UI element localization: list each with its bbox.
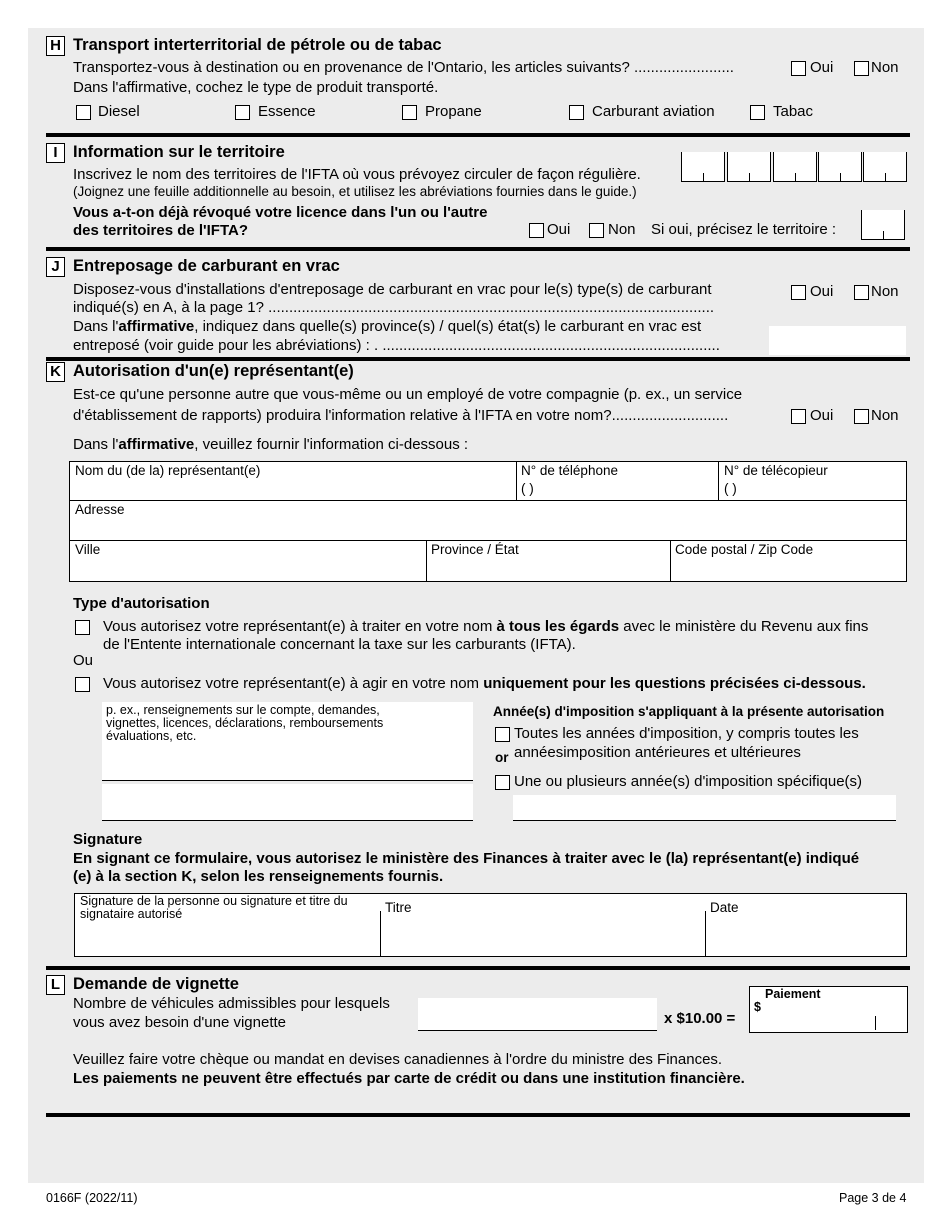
section-h-non-label: Non [871, 59, 899, 76]
fax-label: N° de télécopieur [724, 463, 828, 478]
specific-years-text: Une ou plusieurs année(s) d'imposition spécifique(s) [514, 773, 863, 790]
vehicles-question-1: Nombre de véhicules admissibles pour lesquels [73, 995, 390, 1012]
address-input[interactable] [71, 519, 905, 538]
section-h-oui-label: Oui [810, 59, 834, 76]
tax-years-title: Année(s) d'imposition s'appliquant à la présente autorisation [493, 704, 885, 719]
section-j-title: Entreposage de carburant en vrac [73, 257, 340, 275]
all-years-checkbox[interactable] [495, 727, 510, 742]
details-line [102, 780, 473, 781]
section-j-question-2: indiqué(s) en A, à la page 1? ........................................................................................................... [73, 299, 715, 316]
dollar-sign: $ [754, 1000, 761, 1014]
section-j-letter: J [46, 257, 65, 277]
rep-name-label: Nom du (de la) représentant(e) [75, 463, 261, 478]
section-k-non-checkbox[interactable] [854, 409, 869, 424]
section-i-line1: Inscrivez le nom des territoires de l'IFTA où vous prévoyez circuler de façon régulière. [73, 166, 641, 183]
section-i-oui-label: Oui [547, 221, 571, 238]
territory-box-2[interactable] [727, 152, 771, 182]
rep-name-input[interactable] [71, 480, 514, 498]
revoked-territory-box[interactable] [861, 210, 905, 240]
authorization-details-input-2[interactable] [102, 784, 473, 820]
cents-divider [875, 1016, 876, 1030]
territory-box-5[interactable] [863, 152, 907, 182]
table-line [718, 461, 719, 500]
signature-label: Signature de la personne ou signature et titre du signataire autorisé [80, 894, 348, 921]
section-divider [46, 1113, 910, 1117]
limited-authorization-text: Vous autorisez votre représentant(e) à agir en votre nom uniquement pour les questions précisées ci-dessous. [103, 675, 866, 692]
section-j-oui-label: Oui [810, 283, 834, 300]
authorization-type-label: Type d'autorisation [73, 595, 210, 612]
section-divider [46, 247, 910, 251]
section-i-title: Information sur le territoire [73, 143, 285, 161]
tabac-checkbox[interactable] [750, 105, 765, 120]
essence-label: Essence [258, 103, 316, 120]
province-label: Province / État [431, 542, 519, 557]
full-authorization-text: Vous autorisez votre représentant(e) à traiter en votre nom à tous les égards avec le ministère du Revenu aux fins [103, 618, 869, 635]
address-label: Adresse [75, 502, 125, 517]
section-divider [46, 966, 910, 970]
section-j-affirmative-1: Dans l'affirmative, indiquez dans quelle(s) province(s) / quel(s) état(s) le carburant en vrac est [73, 318, 702, 335]
section-i-letter: I [46, 143, 65, 163]
section-l-title: Demande de vignette [73, 975, 239, 993]
ou-label: Ou [73, 652, 94, 669]
section-i-non-checkbox[interactable] [589, 223, 604, 238]
diesel-label: Diesel [98, 103, 140, 120]
vehicle-count-line [418, 1030, 657, 1031]
section-k-question-2: d'établissement de rapports) produira l'information relative à l'IFTA en votre nom?............................ [73, 407, 729, 424]
signature-title: Signature [73, 831, 143, 848]
revoked-question-2: des territoires de l'IFTA? [73, 222, 248, 239]
section-j-non-label: Non [871, 283, 899, 300]
table-line [69, 540, 907, 541]
vehicle-count-input[interactable] [418, 998, 657, 1030]
date-label: Date [710, 900, 739, 915]
full-authorization-text-2: de l'Entente internationale concernant la taxe sur les carburants (IFTA). [103, 636, 576, 653]
territory-box-4[interactable] [818, 152, 862, 182]
price-multiplier: x $10.00 = [664, 1010, 736, 1027]
specific-years-input[interactable] [513, 795, 896, 820]
specific-years-line [513, 820, 896, 821]
table-line [670, 540, 671, 582]
authorization-details-input[interactable] [102, 702, 473, 780]
section-j-oui-checkbox[interactable] [791, 285, 806, 300]
section-k-letter: K [46, 362, 65, 382]
section-k-oui-checkbox[interactable] [791, 409, 806, 424]
payment-note-2: Les paiements ne peuvent être effectués par carte de crédit ou dans une institution financière. [73, 1070, 745, 1087]
section-k-oui-label: Oui [810, 407, 834, 424]
city-label: Ville [75, 542, 101, 557]
specific-years-checkbox[interactable] [495, 775, 510, 790]
payment-label: Paiement [765, 987, 821, 1001]
phone-area-code[interactable]: ( ) [521, 481, 534, 496]
postal-code-label: Code postal / Zip Code [675, 542, 814, 557]
section-h-letter: H [46, 36, 65, 56]
signature-input[interactable] [76, 925, 378, 955]
tabac-label: Tabac [773, 103, 814, 120]
carburant-aviation-label: Carburant aviation [592, 103, 715, 120]
signature-statement-2: (e) à la section K, selon les renseignements fournis. [73, 868, 444, 885]
section-h-instruction: Dans l'affirmative, cochez le type de produit transporté. [73, 79, 439, 96]
all-years-text-1: Toutes les années d'imposition, y compris toutes les [514, 725, 859, 742]
section-h-non-checkbox[interactable] [854, 61, 869, 76]
section-j-affirmative-2: entreposé (voir guide pour les abréviations) : . ................................................................................. [73, 337, 720, 354]
details-line [102, 820, 473, 821]
section-i-line2: (Joignez une feuille additionnelle au besoin, et utilisez les abréviations fournies dans le guide.) [73, 184, 637, 199]
section-h-title: Transport interterritorial de pétrole ou de tabac [73, 36, 442, 54]
authorization-example-text: p. ex., renseignements sur le compte, demandes, vignettes, licences, déclarations, remboursements évaluations, etc. [106, 703, 384, 743]
diesel-checkbox[interactable] [76, 105, 91, 120]
section-k-fill-instruction: Dans l'affirmative, veuillez fournir l'information ci-dessous : [73, 436, 469, 453]
date-input[interactable] [707, 925, 905, 955]
phone-label: N° de téléphone [521, 463, 618, 478]
table-line [69, 500, 907, 501]
bulk-storage-location-input[interactable] [769, 326, 906, 355]
payment-note-1: Veuillez faire votre chèque ou mandat en devises canadiennes à l'ordre du ministre des Finances. [73, 1051, 723, 1068]
page-number: Page 3 de 4 [839, 1191, 907, 1205]
signature-statement-1: En signant ce formulaire, vous autorisez le ministère des Finances à traiter avec le (la) représentant(e) indiqué [73, 850, 860, 867]
section-j-non-checkbox[interactable] [854, 285, 869, 300]
section-h-oui-checkbox[interactable] [791, 61, 806, 76]
section-k-question-1: Est-ce qu'une personne autre que vous-même ou un employé de votre compagnie (p. ex., un service [73, 386, 743, 403]
section-k-title: Autorisation d'un(e) représentant(e) [73, 362, 354, 380]
territory-box-1[interactable] [681, 152, 725, 182]
section-j-question-1: Disposez-vous d'installations d'entreposage de carburant en vrac pour le(s) type(s) de carburant [73, 281, 712, 298]
or-label: or [495, 750, 509, 765]
section-h-question: Transportez-vous à destination ou en provenance de l'Ontario, les articles suivants? ........................ [73, 59, 734, 76]
propane-label: Propane [425, 103, 482, 120]
section-divider [46, 133, 910, 137]
all-years-text-2: annéesimposition antérieures et ultérieures [514, 744, 801, 761]
essence-checkbox[interactable] [235, 105, 250, 120]
propane-checkbox[interactable] [402, 105, 417, 120]
section-i-oui-checkbox[interactable] [529, 223, 544, 238]
section-divider [46, 357, 910, 361]
titre-input[interactable] [382, 925, 703, 955]
table-line [426, 540, 427, 582]
city-input[interactable] [71, 560, 424, 580]
specify-territory-label: Si oui, précisez le territoire : [651, 221, 837, 238]
revoked-question-1: Vous a-t-on déjà révoqué votre licence dans l'un ou l'autre [73, 204, 488, 221]
table-line [705, 911, 706, 957]
form-id: 0166F (2022/11) [46, 1191, 138, 1205]
table-line [380, 911, 381, 957]
vehicles-question-2: vous avez besoin d'une vignette [73, 1014, 287, 1031]
section-i-non-label: Non [608, 221, 636, 238]
titre-label: Titre [385, 900, 412, 915]
territory-box-3[interactable] [773, 152, 817, 182]
section-l-letter: L [46, 975, 65, 995]
section-k-non-label: Non [871, 407, 899, 424]
full-authorization-checkbox[interactable] [75, 620, 90, 635]
limited-authorization-checkbox[interactable] [75, 677, 90, 692]
table-line [516, 461, 517, 500]
carburant-aviation-checkbox[interactable] [569, 105, 584, 120]
fax-area-code[interactable]: ( ) [724, 481, 737, 496]
